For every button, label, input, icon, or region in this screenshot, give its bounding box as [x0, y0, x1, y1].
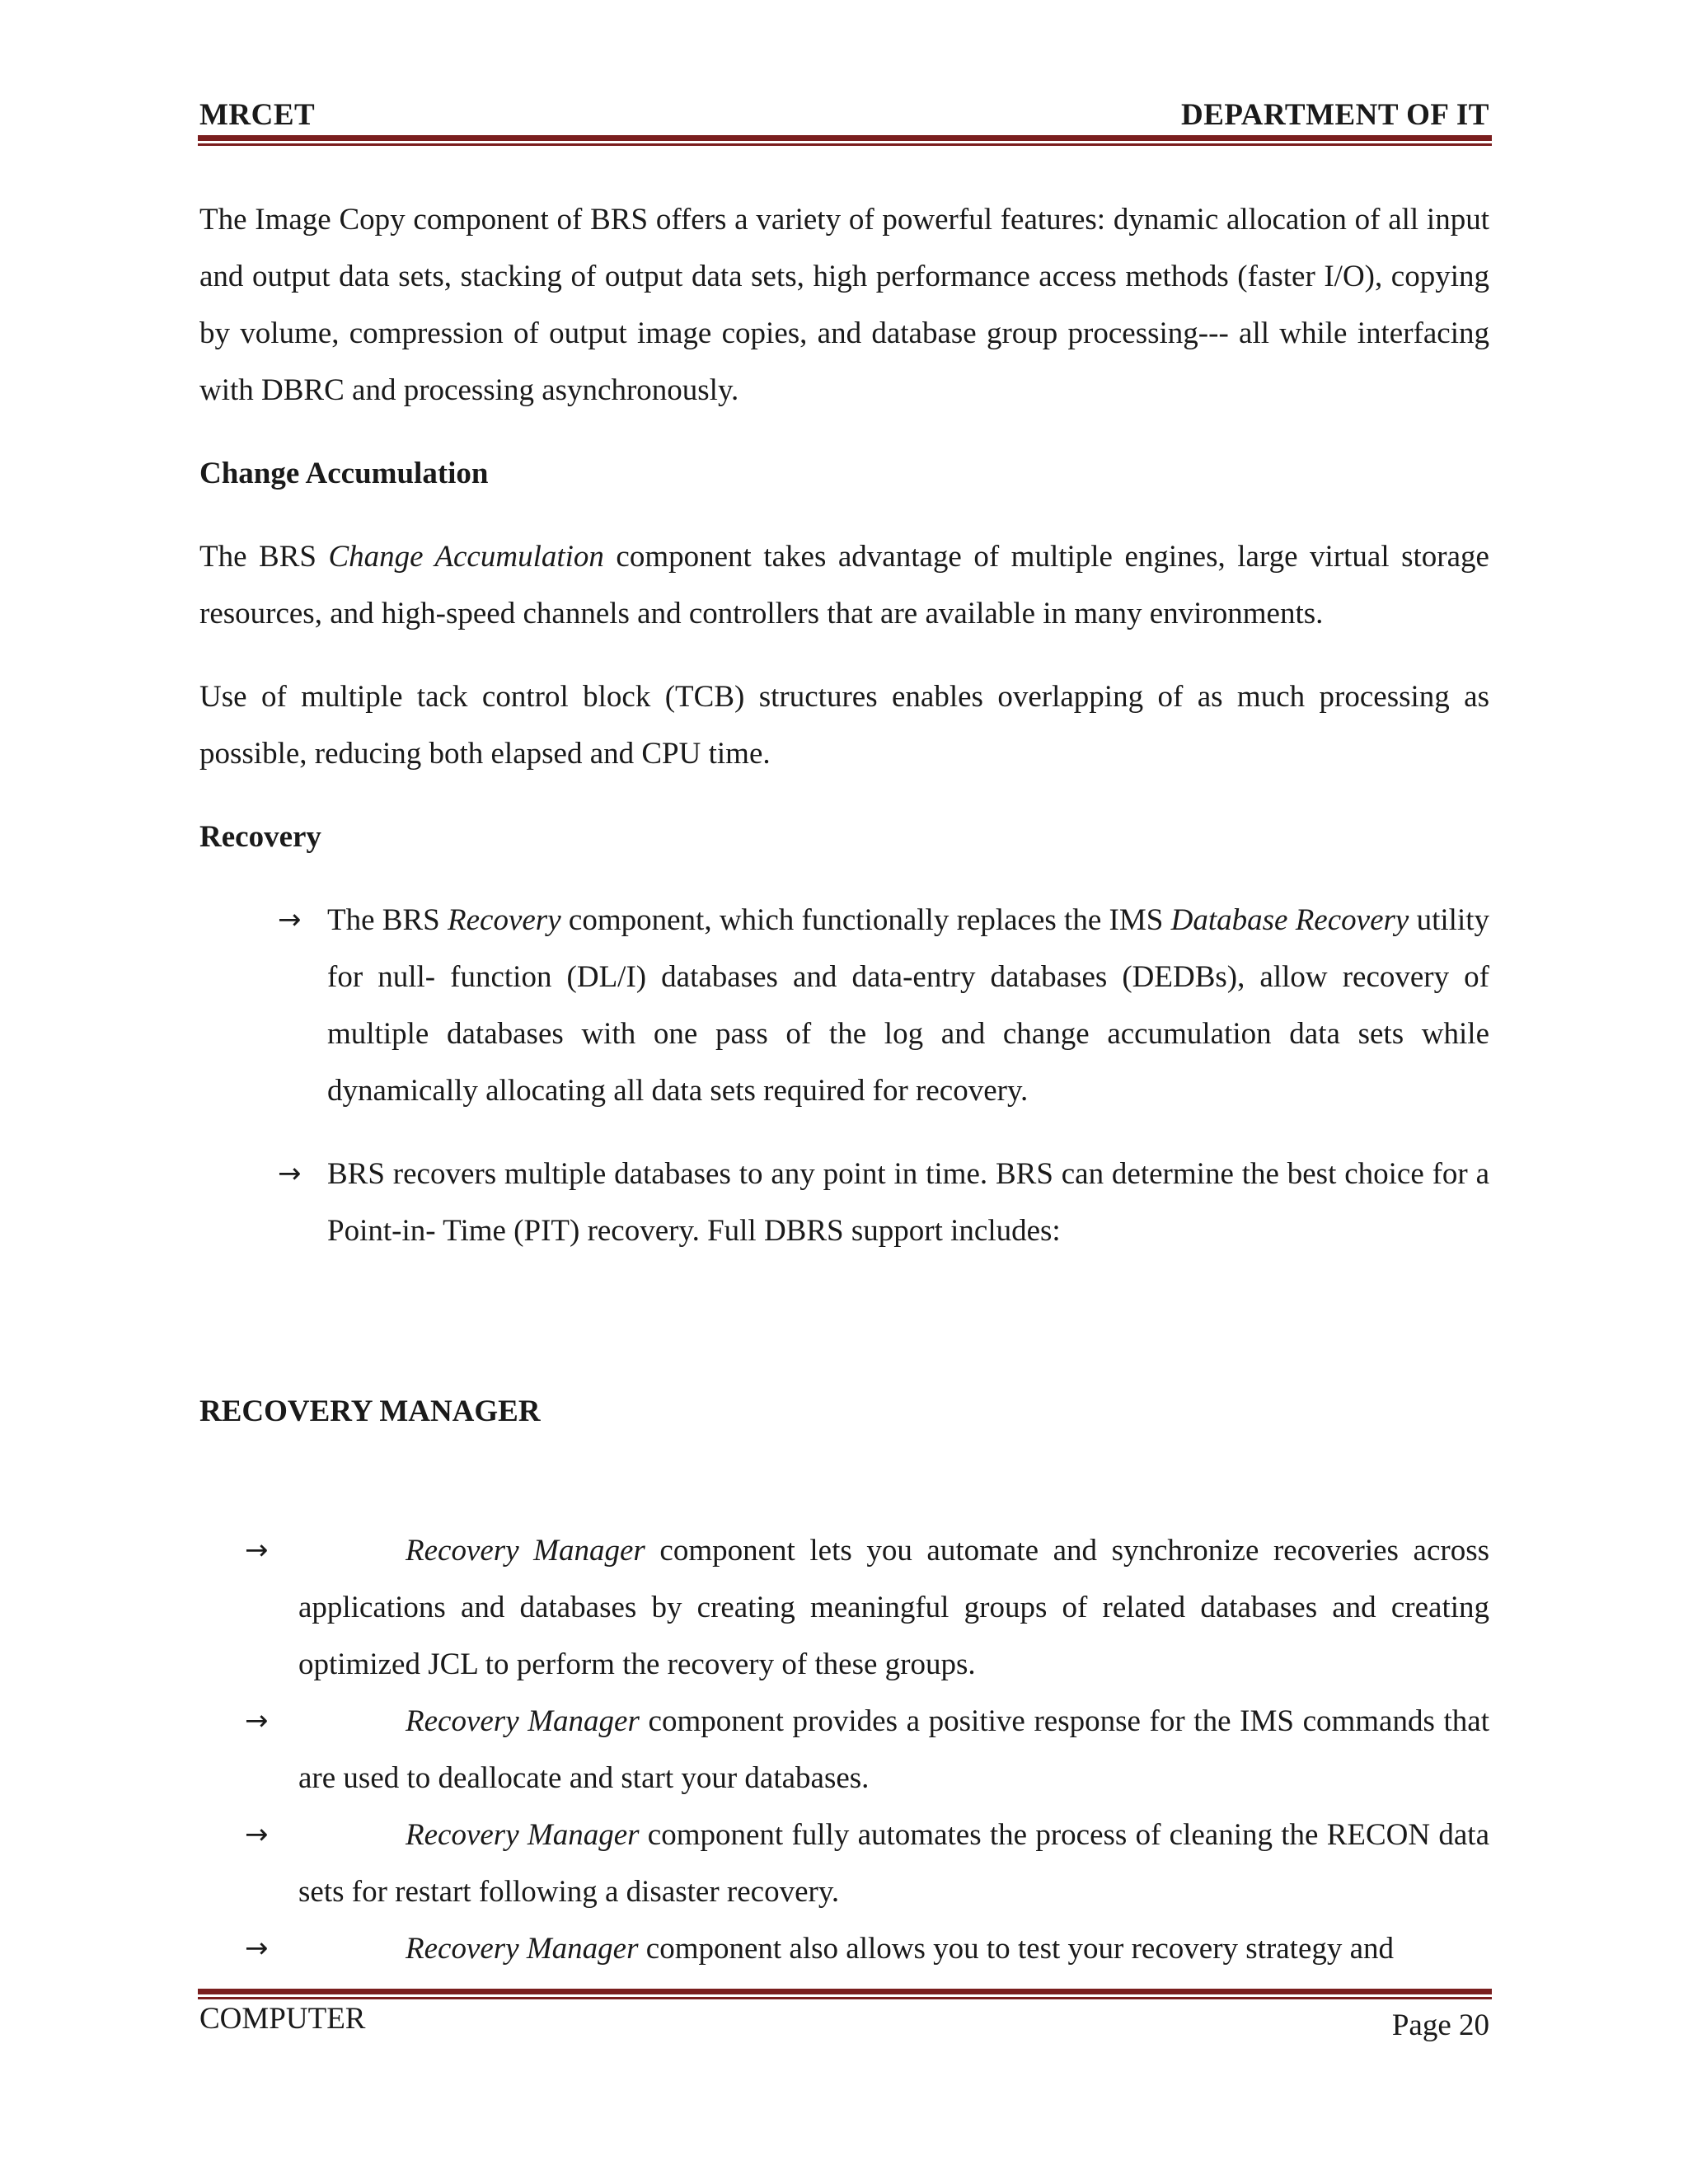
tcb-paragraph: Use of multiple tack control block (TCB) structures enables overlapping of as much processing as possible, reducing both elapsed and CPU time.: [199, 680, 1489, 771]
italic-term: Database Recovery: [1170, 903, 1409, 937]
italic-term: Change Accumulation: [328, 540, 604, 574]
arrow-right-icon: →: [278, 1157, 302, 1190]
recovery-manager-item-text: [298, 1693, 1489, 1807]
page-header: [199, 97, 1489, 133]
italic-term: Recovery Manager: [406, 1704, 640, 1738]
italic-term: Recovery Manager: [406, 1932, 639, 1966]
change-accumulation-paragraph: [199, 528, 1489, 642]
recovery-item-text: [327, 892, 1489, 1119]
recovery-manager-list-item: [199, 1807, 1489, 1920]
recovery-manager-item-text: [298, 1522, 1489, 1693]
italic-term: Recovery: [448, 903, 561, 937]
intro-paragraph: The Image Copy component of BRS offers a variety of powerful features: dynamic allocation of all input and output data sets, stacking of output data sets, high performance access methods (faster I/O), copying by volume, compression of output image copies, and database group processing--- all while interfacing with DBRC and processing asynchronously.: [199, 203, 1489, 407]
recovery-manager-heading: RECOVERY MANAGER: [199, 1394, 541, 1428]
text-run: component, which functionally replaces the IMS: [560, 903, 1171, 937]
change-accumulation-heading: Change Accumulation: [199, 457, 489, 490]
recovery-manager-item-text: [298, 1920, 1489, 1977]
recovery-manager-list-item: [199, 1522, 1489, 1693]
recovery-manager-list-item: [199, 1920, 1489, 1977]
footer-rule: [198, 1989, 1492, 1999]
arrow-right-icon: →: [278, 903, 302, 936]
text-run: component provides a positive response for the IMS commands that are used to deallocate and start your databases.: [298, 1704, 1489, 1795]
recovery-manager-item-text: [298, 1807, 1489, 1920]
header-rule: [198, 135, 1492, 146]
footer-label: COMPUTER: [199, 2002, 366, 2036]
header-institution: MRCET: [199, 98, 316, 132]
text-run: utility for null- function (DL/I) databases and data-entry databases (DEDBs), allow recovery of multiple databases with one pass of the log and change accumulation data sets while dynamically allocating all data sets required for recovery.: [327, 903, 1489, 1108]
arrow-right-icon: →: [245, 1704, 269, 1737]
text-run: component takes advantage of multiple engines, large virtual storage resources, and high-speed channels and controllers that are available in many environments.: [199, 540, 1489, 630]
page-footer: [199, 2001, 1489, 2043]
recovery-heading: Recovery: [199, 820, 321, 854]
recovery-list-item: [199, 1146, 1489, 1259]
text-run: component also allows you to test your recovery strategy and: [638, 1932, 1395, 1966]
arrow-right-icon: →: [245, 1932, 269, 1965]
italic-term: Recovery Manager: [406, 1534, 645, 1568]
recovery-manager-list-item: [199, 1693, 1489, 1807]
text-run: component lets you automate and synchronize recoveries across applications and databases by creating meaningful groups of related databases and creating optimized JCL to perform the recovery of these groups.: [298, 1534, 1489, 1681]
page-number: Page 20: [1391, 2008, 1489, 2042]
text-run: The BRS: [327, 903, 448, 937]
header-department: DEPARTMENT OF IT: [1181, 98, 1489, 132]
text-run: The BRS: [199, 540, 329, 574]
recovery-list-item: [199, 892, 1489, 1119]
italic-term: Recovery Manager: [406, 1818, 640, 1852]
recovery-item-text: BRS recovers multiple databases to any point in time. BRS can determine the best choice for a Point-in- Time (PIT) recovery. Full DBRS support includes:: [327, 1157, 1489, 1248]
arrow-right-icon: →: [245, 1534, 269, 1567]
page-body: [199, 191, 1489, 1977]
arrow-right-icon: →: [245, 1818, 269, 1851]
text-run: component fully automates the process of cleaning the RECON data sets for restart following a disaster recovery.: [298, 1818, 1489, 1909]
